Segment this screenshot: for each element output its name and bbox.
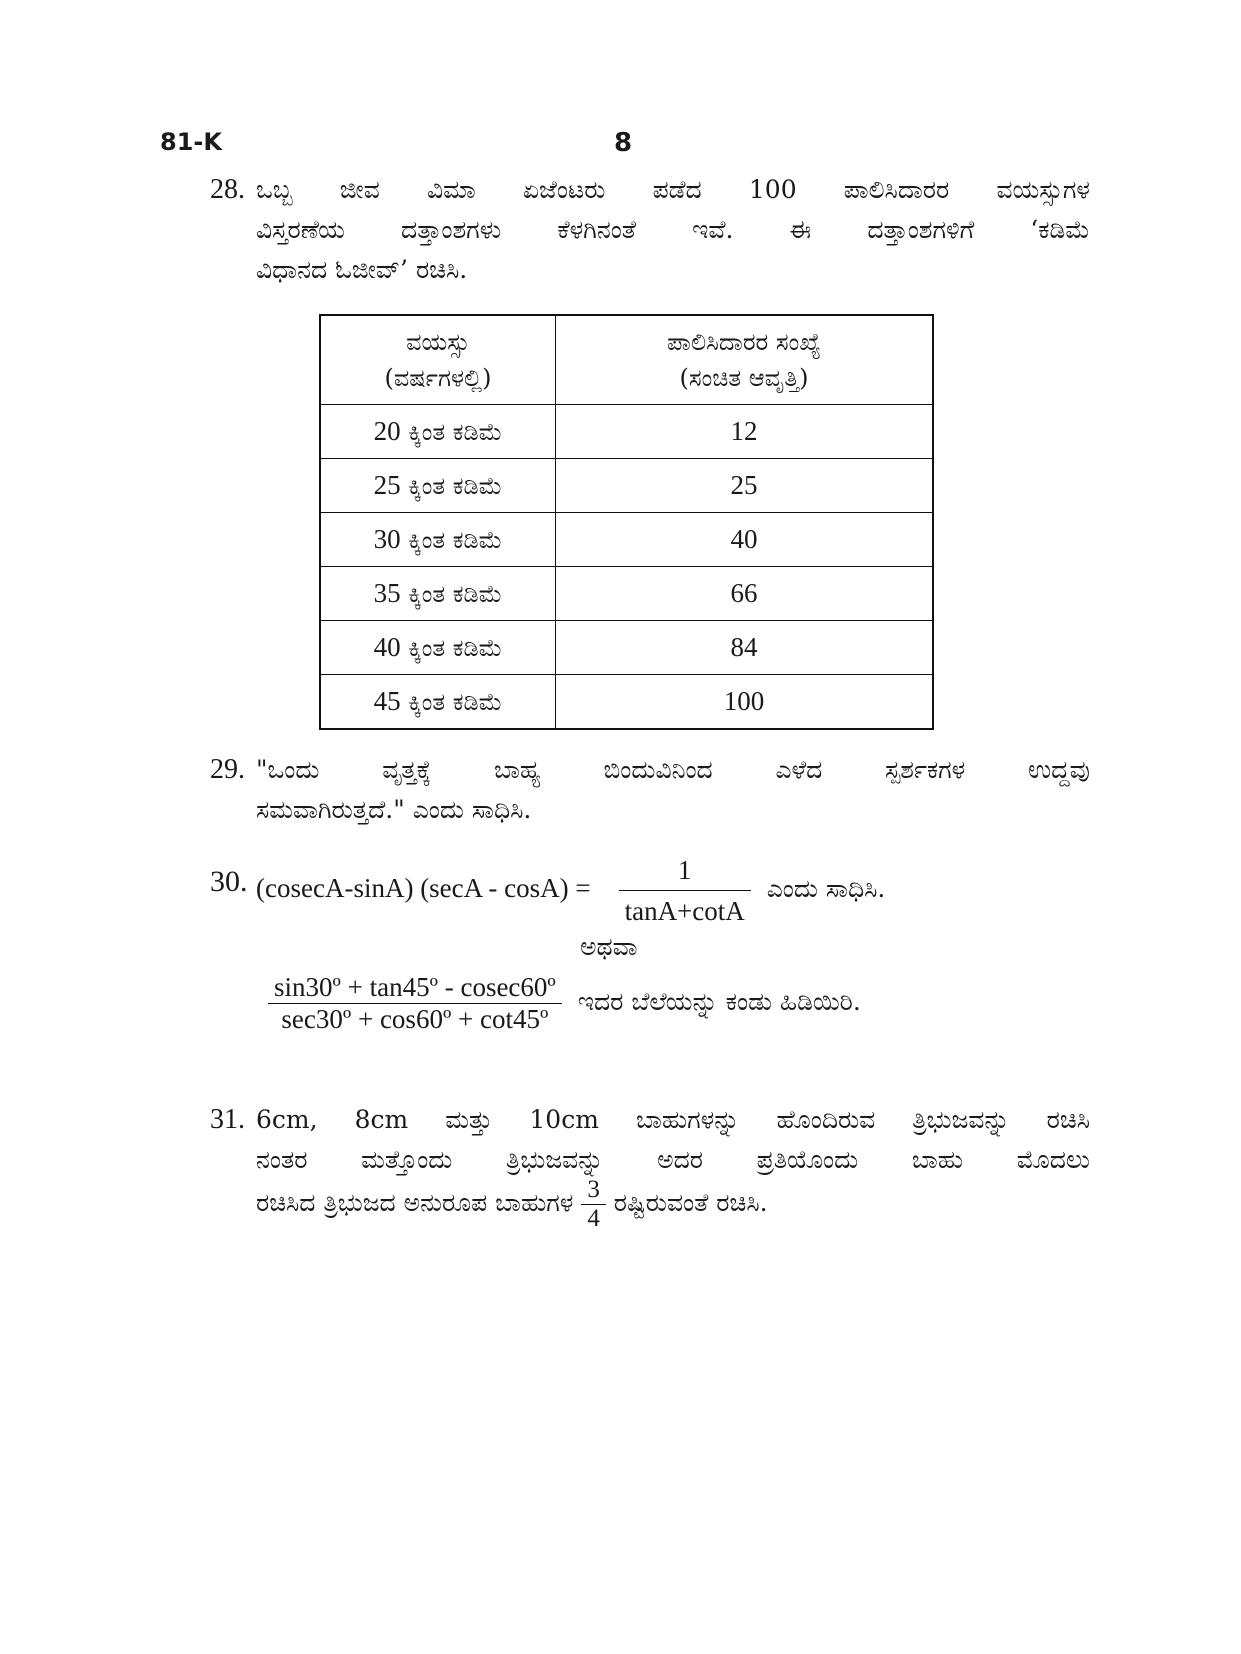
question-text [256,170,1090,290]
table-row [320,513,933,567]
table-row [320,405,933,459]
question-number: 30. [210,865,248,898]
question-line: ನಂತರ ಮತ್ತೊಂದು ತ್ರಿಭುಜವನ್ನು ಅದರ ಪ್ರತಿಯೊಂದು ಬಾಹು ಮೊದಲು [256,1145,1090,1174]
question-text [256,850,1090,931]
ratio-fraction [581,1176,606,1233]
or-separator: ಅಥವಾ [580,932,638,961]
age-cell: 20 ಕ್ಕಿಂತ ಕಡಿಮೆ [320,405,556,459]
equation-fraction [619,850,751,931]
header-age-line2: (ವರ್ಷಗಳಲ್ಲಿ) [384,364,492,392]
question-text [256,1100,1090,1233]
age-cell: 45 ಕ್ಕಿಂತ ಕಡಿಮೆ [320,675,556,730]
question-number: 31. [210,1104,245,1135]
fraction-denominator: tanA+cotA [624,896,745,926]
count-cell: 25 [556,459,934,513]
question-28 [210,170,1090,290]
table-header-row [320,315,933,405]
table-row [320,675,933,730]
question-29 [210,750,1090,830]
header-age-line1: ವಯಸ್ಸು [406,328,470,356]
ratio-numerator: 3 [581,1176,606,1205]
page-number: 8 [614,128,633,158]
question-line: 6cm, 8cm ಮತ್ತು 10cm ಬಾಹುಗಳನ್ನು ಹೊಂದಿರುವ ತ್ರಿಭುಜವನ್ನು ರಚಿಸಿ [256,1105,1090,1134]
question-number: 28. [210,174,245,205]
count-cell: 40 [556,513,934,567]
question-line: ಸಮವಾಗಿರುತ್ತದೆ." ಎಂದು ಸಾಧಿಸಿ. [256,795,532,824]
question-30 [210,850,1090,931]
question-31 [210,1100,1090,1233]
ratio-denominator: 4 [587,1205,600,1232]
table-row [320,567,933,621]
alt-denominator: sec30º + cos60º + cot45º [281,1004,549,1034]
table-row [320,621,933,675]
age-cell: 40 ಕ್ಕಿಂತ ಕಡಿಮೆ [320,621,556,675]
equation-lhs: (cosecA-sinA) (secA - cosA) = [256,873,591,903]
question-line: ವಿಧಾನದ ಓಜೀವ್’ ರಚಿಸಿ. [256,255,468,284]
question-line: "ಒಂದು ವೃತ್ತಕ್ಕೆ ಬಾಹ್ಯ ಬಿಂದುವಿನಿಂದ ಎಳೆದ ಸ್ಪರ್ಶಕಗಳ ಉದ್ದವು [256,755,1090,784]
paper-code: 81-K [160,128,222,156]
alt-tail: ಇದರ ಬೆಲೆಯನ್ನು ಕಂಡು ಹಿಡಿಯಿರಿ. [577,987,861,1016]
alternative-expression [268,972,861,1035]
table-row [320,459,933,513]
age-distribution-table [319,314,934,730]
question-text [256,750,1090,830]
count-cell: 100 [556,675,934,730]
question-number: 29. [210,754,245,785]
question-line: ಒಬ್ಬ ಜೀವ ವಿಮಾ ಏಜೆಂಟರು ಪಡೆದ 100 ಪಾಲಿಸಿದಾರರ ವಯಸ್ಸುಗಳ [256,175,1090,204]
header-age [320,315,556,405]
alt-numerator: sin30º + tan45º - cosec60º [268,972,562,1004]
question-line: ವಿಸ್ತರಣೆಯ ದತ್ತಾಂಶಗಳು ಕೆಳಗಿನಂತೆ ಇವೆ. ಈ ದತ್ತಾಂಶಗಳಿಗೆ ‘ಕಡಿಮೆ [256,215,1090,244]
equation-tail: ಎಂದು ಸಾಧಿಸಿ. [766,874,886,903]
header-count [556,315,934,405]
question-line-3: ರಚಿಸಿದ ತ್ರಿಭುಜದ ಅನುರೂಪ ಬಾಹುಗಳ $\frac{3}{4}$ ರಷ್ಟಿರುವಂತೆ ರಚಿಸಿ. [256,1176,768,1232]
fraction-numerator: 1 [619,850,751,891]
age-cell: 25 ಕ್ಕಿಂತ ಕಡಿಮೆ [320,459,556,513]
count-cell: 12 [556,405,934,459]
age-cell: 35 ಕ್ಕಿಂತ ಕಡಿಮೆ [320,567,556,621]
age-cell: 30 ಕ್ಕಿಂತ ಕಡಿಮೆ [320,513,556,567]
count-cell: 66 [556,567,934,621]
header-count-line1: ಪಾಲಿಸಿದಾರರ ಸಂಖ್ಯೆ [666,328,821,356]
alt-fraction [268,972,562,1035]
header-count-line2: (ಸಂಚಿತ ಆವೃತ್ತಿ) [679,364,809,392]
count-cell: 84 [556,621,934,675]
